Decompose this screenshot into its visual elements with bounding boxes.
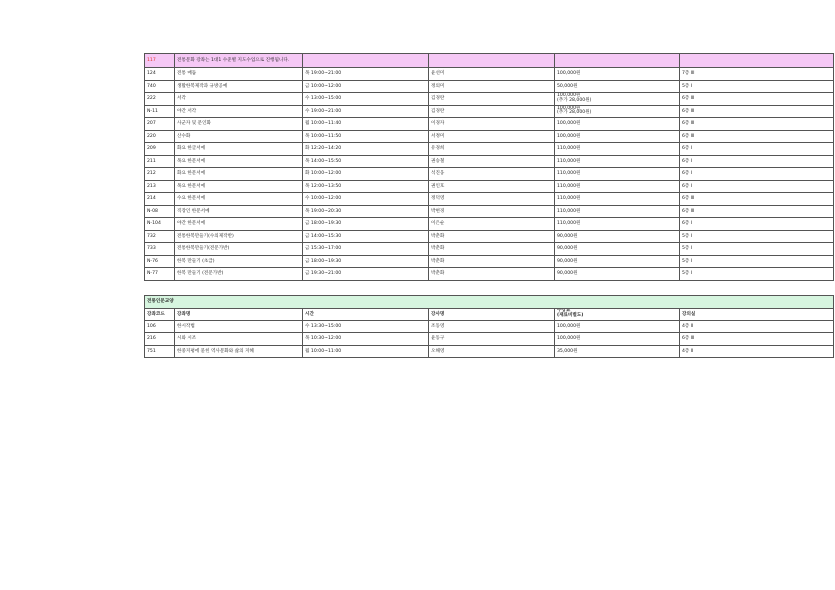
cell-code: N-08	[145, 205, 175, 218]
cell-code: 124	[145, 68, 175, 81]
cell-name: 전통 매듭	[175, 68, 303, 81]
table-row	[145, 193, 834, 206]
cell-time: 월 10:00~11:40	[303, 118, 429, 131]
header-code: 강좌코드	[145, 308, 175, 320]
cell-name: 산수화	[175, 130, 303, 143]
cell-code: 207	[145, 118, 175, 131]
table-row	[145, 255, 834, 268]
cell-room: 6층 Ⅰ	[680, 143, 834, 156]
cell-code: 740	[145, 80, 175, 93]
cell-teacher: 이경자	[429, 118, 555, 131]
cell-teacher: 조동영	[429, 320, 555, 333]
cell-time: 금 10:00~12:00	[303, 80, 429, 93]
notice-code: 117	[145, 54, 175, 68]
cell-name: 야간 한문서예	[175, 218, 303, 231]
cell-fee: 110,000원	[555, 193, 680, 206]
cell-code: 732	[145, 230, 175, 243]
cell-teacher: 박춘화	[429, 230, 555, 243]
cell-code: N-11	[145, 105, 175, 118]
cell-code: 211	[145, 155, 175, 168]
cell-time: 월 10:00~11:00	[303, 345, 429, 358]
cell-name: 한복 만들기 (초급)	[175, 255, 303, 268]
table-row	[145, 93, 834, 106]
cell-name: 목요 한문서예	[175, 180, 303, 193]
table-row	[145, 268, 834, 281]
cell-room: 5층 Ⅰ	[680, 80, 834, 93]
cell-name: 한중지평에 묻힌 역사문화와 삶의 지혜	[175, 345, 303, 358]
cell-teacher: 박춘화	[429, 268, 555, 281]
table-row	[145, 180, 834, 193]
cell-name: 야간 서각	[175, 105, 303, 118]
section-title: 전통인문교양	[145, 295, 834, 308]
cell-teacher: 권인호	[429, 180, 555, 193]
cell-code: N-104	[145, 218, 175, 231]
cell-fee: 35,000원	[555, 345, 680, 358]
table-row	[145, 333, 834, 346]
cell-teacher: 윤선미	[429, 68, 555, 81]
table-row	[145, 105, 834, 118]
cell-room: 6층 Ⅲ	[680, 105, 834, 118]
cell-name: 화요 한글서예	[175, 143, 303, 156]
cell-time: 금 14:00~15:30	[303, 230, 429, 243]
cell-fee: 100,000원	[555, 118, 680, 131]
cell-code: 213	[145, 180, 175, 193]
notice-text: 전통문화 강좌는 1대1 수준별 지도수업으로 진행됩니다.	[175, 54, 303, 68]
cell-fee: 90,000원	[555, 268, 680, 281]
cell-time: 화 12:20~14:20	[303, 143, 429, 156]
cell-name: 직장인 한문서예	[175, 205, 303, 218]
cell-teacher: 서정미	[429, 130, 555, 143]
cell-room: 6층 Ⅰ	[680, 168, 834, 181]
cell-room: 5층 Ⅰ	[680, 268, 834, 281]
cell-teacher: 박춘화	[429, 243, 555, 256]
cell-teacher: 이은순	[429, 218, 555, 231]
cell-teacher: 박현경	[429, 205, 555, 218]
cell-room: 6층 Ⅰ	[680, 218, 834, 231]
cell-time: 수 10:00~12:00	[303, 193, 429, 206]
cell-time: 목 12:00~13:50	[303, 180, 429, 193]
cell-room: 5층 Ⅰ	[680, 243, 834, 256]
traditional-culture-table	[144, 53, 834, 281]
header-time: 시간	[303, 308, 429, 320]
cell-teacher: 김경란	[429, 105, 555, 118]
cell-fee	[555, 93, 680, 106]
cell-code: 220	[145, 130, 175, 143]
header-fee	[555, 308, 680, 320]
cell-room: 6층 Ⅲ	[680, 93, 834, 106]
cell-name: 사군자 및 문인화	[175, 118, 303, 131]
cell-code: 216	[145, 333, 175, 346]
cell-time: 목 19:00~20:30	[303, 205, 429, 218]
cell-fee: 50,000원	[555, 80, 680, 93]
cell-time: 금 18:00~19:30	[303, 255, 429, 268]
header-teacher: 강사명	[429, 308, 555, 320]
table-row	[145, 143, 834, 156]
cell-time: 목 19:00~21:00	[303, 68, 429, 81]
cell-fee: 90,000원	[555, 243, 680, 256]
cell-room: 6층 Ⅰ	[680, 180, 834, 193]
empty-cell	[555, 54, 680, 68]
cell-name: 화요 한문서예	[175, 168, 303, 181]
cell-time: 금 15:30~17:00	[303, 243, 429, 256]
header-fee-sub: (재료비별도)	[557, 313, 584, 318]
cell-code: N-77	[145, 268, 175, 281]
cell-room: 6층 Ⅲ	[680, 193, 834, 206]
cell-room: 4층 Ⅱ	[680, 320, 834, 333]
cell-fee: 110,000원	[555, 180, 680, 193]
cell-room: 6층 Ⅲ	[680, 333, 834, 346]
cell-teacher: 권승철	[429, 155, 555, 168]
cell-fee: 100,000원	[555, 320, 680, 333]
cell-name: 목요 한문서예	[175, 155, 303, 168]
cell-code: 209	[145, 143, 175, 156]
cell-teacher: 석진웅	[429, 168, 555, 181]
cell-fee: 110,000원	[555, 168, 680, 181]
cell-time: 목 10:00~11:50	[303, 130, 429, 143]
cell-teacher: 정덕영	[429, 193, 555, 206]
cell-code: 212	[145, 168, 175, 181]
header-fee-label: 수강료	[557, 308, 571, 314]
empty-cell	[303, 54, 429, 68]
cell-time: 수 13:30~15:00	[303, 320, 429, 333]
cell-teacher: 정의미	[429, 80, 555, 93]
cell-time: 금 18:00~19:30	[303, 218, 429, 231]
empty-cell	[429, 54, 555, 68]
cell-name: 서각	[175, 93, 303, 106]
fee-value: 100,000원	[557, 105, 581, 111]
cell-code: N-76	[145, 255, 175, 268]
header-room: 강의실	[680, 308, 834, 320]
cell-code: 106	[145, 320, 175, 333]
cell-teacher: 오해영	[429, 345, 555, 358]
table-row	[145, 218, 834, 231]
cell-time: 금 19:30~21:00	[303, 268, 429, 281]
cell-code: 222	[145, 93, 175, 106]
cell-fee: 100,000원	[555, 130, 680, 143]
table-row	[145, 345, 834, 358]
cell-code: 733	[145, 243, 175, 256]
cell-fee: 100,000원	[555, 68, 680, 81]
cell-time: 수 19:00~21:00	[303, 105, 429, 118]
table-row	[145, 320, 834, 333]
cell-teacher: 유경희	[429, 143, 555, 156]
cell-room: 6층 Ⅰ	[680, 155, 834, 168]
empty-cell	[680, 54, 834, 68]
cell-time: 목 10:30~12:00	[303, 333, 429, 346]
cell-room: 6층 Ⅲ	[680, 205, 834, 218]
cell-name: 전통한복만들기(전문가반)	[175, 243, 303, 256]
cell-room: 6층 Ⅲ	[680, 130, 834, 143]
table-row	[145, 130, 834, 143]
cell-room: 6층 Ⅲ	[680, 118, 834, 131]
cell-name: 한복 만들기 (전문가반)	[175, 268, 303, 281]
cell-fee: 100,000원	[555, 333, 680, 346]
cell-teacher: 윤동구	[429, 333, 555, 346]
cell-fee: 110,000원	[555, 218, 680, 231]
cell-time: 화 10:00~12:00	[303, 168, 429, 181]
table-row	[145, 80, 834, 93]
cell-room: 5층 Ⅰ	[680, 230, 834, 243]
header-row	[145, 308, 834, 320]
spacer	[144, 281, 833, 295]
cell-teacher: 박춘화	[429, 255, 555, 268]
cell-name: 수요 한문서예	[175, 193, 303, 206]
cell-name: 전통한복만들기(수의제작반)	[175, 230, 303, 243]
cell-teacher: 김경란	[429, 93, 555, 106]
table-row	[145, 230, 834, 243]
fee-note: (추가 28,000원)	[557, 110, 592, 116]
cell-code: 751	[145, 345, 175, 358]
table-row	[145, 205, 834, 218]
cell-time: 수 13:00~15:00	[303, 93, 429, 106]
cell-room: 5층 Ⅰ	[680, 255, 834, 268]
cell-name: 한시작법	[175, 320, 303, 333]
cell-fee: 90,000원	[555, 230, 680, 243]
cell-room: 4층 Ⅱ	[680, 345, 834, 358]
notice-row	[145, 54, 834, 68]
table-row	[145, 155, 834, 168]
cell-name: 시와 시조	[175, 333, 303, 346]
humanities-table	[144, 295, 834, 359]
table-row	[145, 118, 834, 131]
cell-fee	[555, 105, 680, 118]
table-row	[145, 168, 834, 181]
fee-note: (추가 28,000원)	[557, 97, 592, 103]
cell-fee: 90,000원	[555, 255, 680, 268]
cell-room: 7층 ⅡⅠ	[680, 68, 834, 81]
spreadsheet	[144, 53, 833, 358]
header-name: 강좌명	[175, 308, 303, 320]
fee-value: 100,000원	[557, 93, 581, 99]
table-row	[145, 243, 834, 256]
cell-fee: 110,000원	[555, 205, 680, 218]
cell-name: 생활한복제작과 규방공예	[175, 80, 303, 93]
section-title-row	[145, 295, 834, 308]
cell-code: 214	[145, 193, 175, 206]
cell-time: 목 14:00~15:50	[303, 155, 429, 168]
cell-fee: 110,000원	[555, 143, 680, 156]
table-row	[145, 68, 834, 81]
cell-fee: 110,000원	[555, 155, 680, 168]
